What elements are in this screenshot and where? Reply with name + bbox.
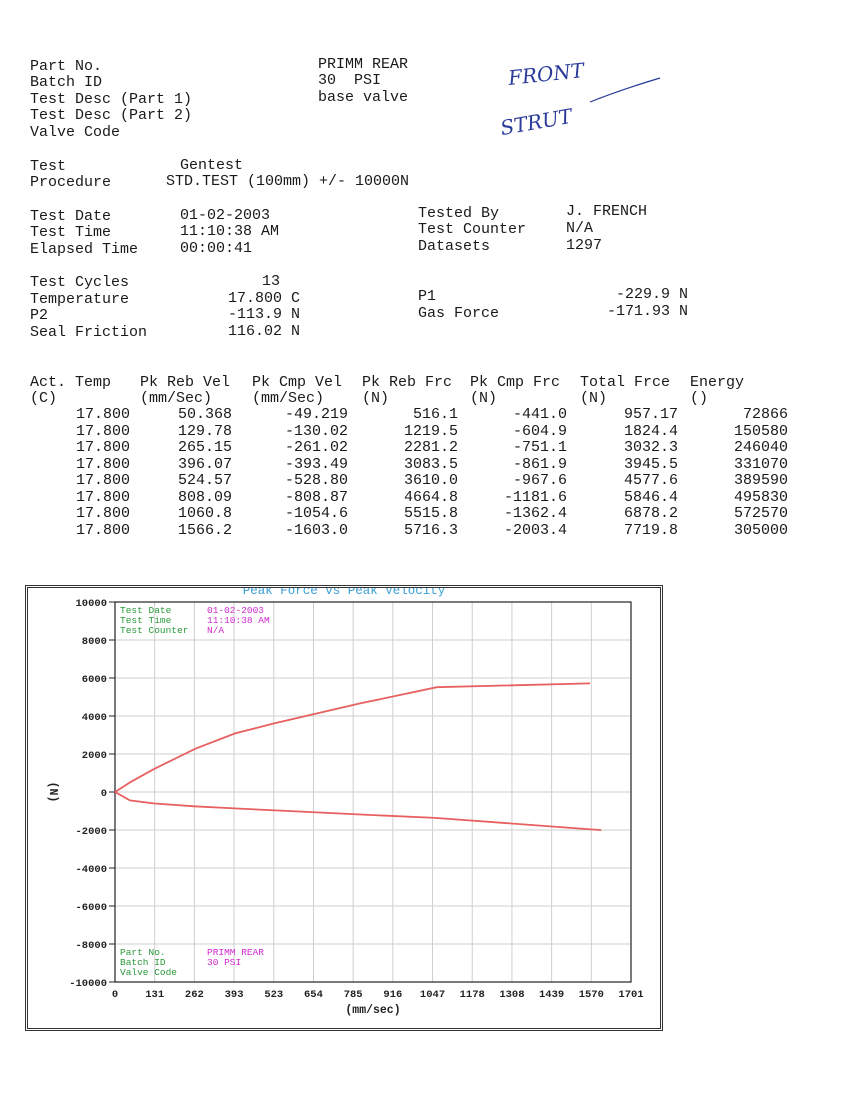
y-tick-label: 4000 bbox=[81, 712, 107, 724]
test-value: Gentest bbox=[180, 157, 244, 174]
test-time-value: 11:10:38 AM bbox=[180, 223, 280, 240]
table-cell: 17.800 bbox=[75, 488, 130, 506]
legend-label: Batch ID bbox=[120, 957, 166, 968]
x-tick-label: 393 bbox=[224, 989, 244, 1001]
batch-id-label: Batch ID bbox=[30, 74, 103, 91]
y-tick-label: 8000 bbox=[81, 636, 107, 648]
test-date-value: 01-02-2003 bbox=[180, 207, 271, 224]
table-cell: 305000 bbox=[733, 521, 788, 539]
x-tick-label: 1701 bbox=[618, 989, 644, 1001]
table-cell: 50.368 bbox=[177, 406, 232, 423]
table-cell: -1181.6 bbox=[503, 488, 567, 506]
table-cell: 4577.6 bbox=[623, 472, 678, 489]
table-header: Pk Reb Vel bbox=[140, 374, 231, 391]
table-cell: 524.57 bbox=[177, 472, 232, 489]
table-cell: -49.219 bbox=[284, 406, 348, 423]
y-tick-label: 6000 bbox=[81, 674, 107, 686]
table-cell: 957.17 bbox=[623, 406, 678, 423]
legend-value: 01-02-2003 bbox=[207, 605, 265, 616]
y-tick-label: 2000 bbox=[81, 750, 107, 762]
x-tick-label: 1570 bbox=[578, 989, 604, 1001]
table-cell: 150580 bbox=[733, 422, 788, 440]
x-tick-label: 262 bbox=[184, 989, 204, 1001]
temperature-value: 17.800 C bbox=[227, 290, 300, 307]
batch-id-value: 30 PSI bbox=[318, 72, 382, 89]
table-cell: 808.09 bbox=[177, 488, 232, 506]
table-cell: 17.800 bbox=[75, 521, 130, 539]
table-cell: -751.1 bbox=[512, 439, 567, 456]
handwritten-stroke bbox=[490, 70, 670, 150]
gas-force-value: -171.93 N bbox=[606, 303, 688, 320]
table-unit: (mm/Sec) bbox=[140, 390, 213, 407]
table-cell: 4664.8 bbox=[403, 488, 458, 506]
test-desc2-label: Test Desc (Part 2) bbox=[30, 107, 193, 124]
table-unit: (N) bbox=[580, 390, 608, 407]
table-cell: -393.49 bbox=[284, 455, 348, 473]
table-cell: -808.87 bbox=[284, 488, 348, 506]
y-tick-label: 10000 bbox=[75, 598, 107, 610]
y-tick-label: -10000 bbox=[69, 978, 107, 990]
p1-label: P1 bbox=[418, 288, 437, 305]
x-tick-label: 523 bbox=[264, 989, 284, 1001]
table-cell: 6878.2 bbox=[623, 505, 678, 522]
datasets-label: Datasets bbox=[418, 238, 491, 255]
table-header: Total Frce bbox=[580, 374, 671, 391]
p2-value: -113.9 N bbox=[227, 306, 300, 323]
table-unit: (C) bbox=[30, 390, 58, 407]
part-no-label: Part No. bbox=[30, 58, 103, 75]
table-cell: -1362.4 bbox=[503, 505, 567, 522]
table-cell: 265.15 bbox=[177, 439, 232, 456]
legend-label: Test Date bbox=[120, 605, 172, 616]
elapsed-time-value: 00:00:41 bbox=[180, 240, 253, 257]
table-cell: -1603.0 bbox=[284, 521, 348, 539]
x-tick-label: 0 bbox=[111, 989, 119, 1001]
table-cell: 1566.2 bbox=[177, 521, 232, 539]
datasets-value: 1297 bbox=[566, 237, 603, 254]
y-axis-label: (N) bbox=[46, 781, 59, 803]
part-no-value: PRIMM REAR bbox=[318, 56, 409, 73]
test-desc1-label: Test Desc (Part 1) bbox=[30, 91, 193, 108]
table-cell: -967.6 bbox=[512, 472, 567, 489]
x-tick-label: 785 bbox=[343, 989, 363, 1001]
x-tick-label: 1047 bbox=[419, 989, 446, 1001]
peak-force-chart-frame bbox=[25, 585, 663, 1031]
y-tick-label: -2000 bbox=[75, 826, 107, 838]
table-unit: (mm/Sec) bbox=[252, 390, 325, 407]
elapsed-time-label: Elapsed Time bbox=[30, 241, 139, 258]
table-cell: 5515.8 bbox=[403, 505, 458, 522]
table-cell: 2281.2 bbox=[403, 439, 458, 456]
table-cell: 1060.8 bbox=[177, 505, 232, 522]
p1-value: -229.9 N bbox=[615, 286, 688, 303]
table-cell: 3032.3 bbox=[623, 439, 678, 456]
table-header: Pk Reb Frc bbox=[362, 374, 453, 391]
table-cell: 396.07 bbox=[177, 455, 232, 473]
x-tick-label: 654 bbox=[304, 989, 323, 1001]
legend-value: 11:10:38 AM bbox=[207, 615, 270, 626]
y-tick-label: -8000 bbox=[75, 940, 107, 952]
table-header: Pk Cmp Frc bbox=[470, 374, 561, 391]
table-cell: 389590 bbox=[733, 472, 788, 489]
legend-label: Test Time bbox=[120, 615, 172, 626]
test-date-label: Test Date bbox=[30, 208, 112, 225]
table-cell: -1054.6 bbox=[284, 505, 348, 522]
test-counter-label: Test Counter bbox=[418, 221, 527, 238]
table-cell: 129.78 bbox=[177, 422, 232, 440]
table-cell: 1219.5 bbox=[403, 422, 458, 440]
table-header: Energy bbox=[690, 374, 745, 391]
table-cell: 5846.4 bbox=[623, 488, 678, 506]
table-cell: -261.02 bbox=[284, 439, 348, 456]
table-cell: 572570 bbox=[733, 505, 788, 522]
table-cell: 246040 bbox=[733, 439, 788, 456]
table-cell: 17.800 bbox=[75, 472, 130, 489]
table-cell: 17.800 bbox=[75, 422, 130, 440]
table-cell: 516.1 bbox=[412, 406, 458, 423]
table-cell: -130.02 bbox=[284, 422, 348, 440]
legend-label: Test Counter bbox=[120, 625, 189, 636]
legend-value: N/A bbox=[207, 625, 225, 636]
table-cell: 5716.3 bbox=[403, 521, 458, 539]
procedure-label: Procedure bbox=[30, 174, 112, 191]
y-tick-label: 0 bbox=[100, 788, 107, 800]
test-desc1-value: base valve bbox=[318, 89, 409, 106]
table-cell: -441.0 bbox=[512, 406, 567, 423]
test-label: Test bbox=[30, 158, 67, 175]
legend-value: PRIMM REAR bbox=[207, 947, 265, 958]
procedure-value: STD.TEST (100mm) +/- 10000N bbox=[166, 173, 410, 190]
table-cell: 331070 bbox=[733, 455, 788, 473]
gas-force-label: Gas Force bbox=[418, 305, 500, 322]
legend-label: Part No. bbox=[120, 947, 166, 958]
table-header: Act. Temp bbox=[30, 374, 112, 391]
test-time-label: Test Time bbox=[30, 224, 112, 241]
p2-label: P2 bbox=[30, 307, 49, 324]
x-tick-label: 1178 bbox=[459, 989, 485, 1001]
x-axis-label: (mm/sec) bbox=[345, 1004, 401, 1017]
x-tick-label: 1439 bbox=[539, 989, 565, 1001]
peak-force-chart bbox=[28, 588, 660, 1028]
table-cell: -2003.4 bbox=[503, 521, 567, 539]
handwritten-front: FRONT bbox=[506, 58, 586, 90]
table-cell: 17.800 bbox=[75, 455, 130, 473]
handwritten-strut: STRUT bbox=[498, 103, 574, 141]
table-cell: -528.80 bbox=[284, 472, 348, 489]
tested-by-value: J. FRENCH bbox=[566, 203, 648, 220]
x-tick-label: 916 bbox=[383, 989, 403, 1001]
valve-code-label: Valve Code bbox=[30, 124, 121, 141]
table-cell: 17.800 bbox=[75, 406, 130, 423]
table-unit: (N) bbox=[470, 390, 498, 407]
table-cell: 7719.8 bbox=[623, 521, 678, 539]
table-unit: (N) bbox=[362, 390, 390, 407]
test-cycles-label: Test Cycles bbox=[30, 274, 130, 291]
table-cell: 3945.5 bbox=[623, 455, 678, 473]
legend-value: 30 PSI bbox=[207, 957, 242, 968]
temperature-label: Temperature bbox=[30, 291, 130, 308]
table-cell: 3610.0 bbox=[403, 472, 458, 489]
x-tick-label: 131 bbox=[145, 989, 165, 1001]
table-cell: 72866 bbox=[742, 406, 788, 423]
y-tick-label: -4000 bbox=[75, 864, 107, 876]
table-cell: 1824.4 bbox=[623, 422, 678, 440]
test-counter-value: N/A bbox=[566, 220, 594, 237]
table-cell: -604.9 bbox=[512, 422, 567, 440]
test-cycles-value: 13 bbox=[261, 273, 280, 290]
table-cell: 17.800 bbox=[75, 439, 130, 456]
table-header: Pk Cmp Vel bbox=[252, 374, 343, 391]
table-cell: 3083.5 bbox=[403, 455, 458, 473]
table-cell: 17.800 bbox=[75, 505, 130, 522]
tested-by-label: Tested By bbox=[418, 205, 500, 222]
table-cell: 495830 bbox=[733, 488, 788, 506]
table-cell: -861.9 bbox=[512, 455, 567, 473]
y-tick-label: -6000 bbox=[75, 902, 107, 914]
seal-friction-label: Seal Friction bbox=[30, 324, 148, 341]
table-unit: () bbox=[690, 390, 709, 407]
x-tick-label: 1308 bbox=[499, 989, 525, 1001]
legend-label: Valve Code bbox=[120, 967, 178, 978]
chart-title: Peak Force vs Peak Velocity bbox=[242, 588, 446, 598]
seal-friction-value: 116.02 N bbox=[227, 323, 300, 340]
